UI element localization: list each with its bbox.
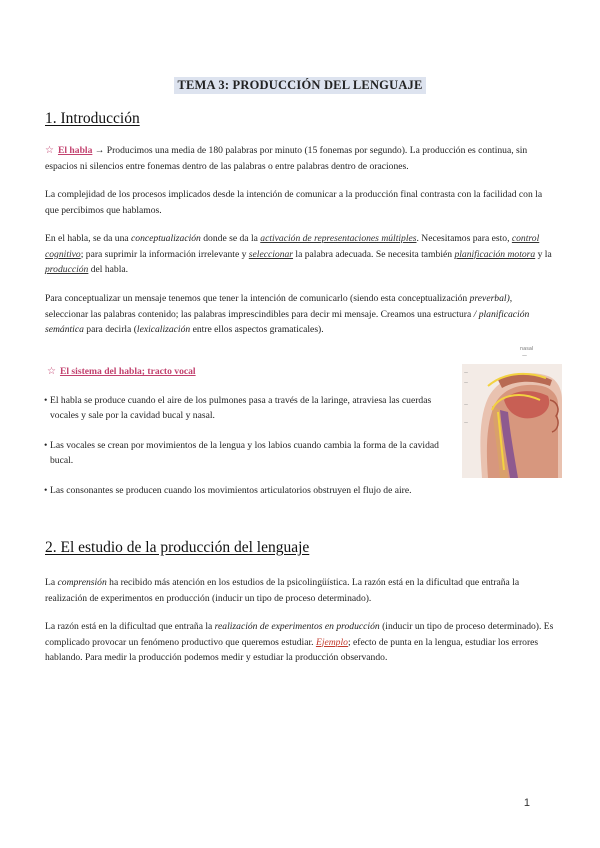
list-item: • Las consonantes se producen cuando los movimientos articulatorios obstruyen el flujo de aire. — [45, 483, 520, 498]
term-activacion: activación de representaciones múltiples — [260, 233, 417, 244]
text-fragment: y la — [535, 248, 552, 260]
svg-text:—: — — [522, 353, 527, 359]
term-produccion: producción — [45, 264, 89, 275]
term-preverbal: preverbal) — [469, 293, 510, 304]
star-bullet-icon: ☆ — [45, 145, 54, 156]
text-fragment: para decirla ( — [83, 324, 137, 335]
text-fragment: (inducir un tipo de proceso determinado). Es complicado provocar un fenómeno productivo que queremos estudiar. — [45, 621, 554, 648]
svg-text:—: — — [464, 402, 468, 407]
text-fragment: ha recibido más atención en los estudios de la psicolingüística. La razón está en la dificultad que entraña la realización de experimentos en producción (inducir un tipo de proceso determinado). — [45, 577, 520, 604]
el-habla-text: Producimos una media de 180 palabras por minuto (15 fonemas por segundo). La producción es continua, sin espacios ni silencios entre fonemas dentro de las palabras o entre palabras dentro de oraciones. — [45, 145, 528, 172]
text-fragment: entre ellos aspectos gramaticales). — [190, 324, 324, 335]
term-planificacion-motora: planificación motora — [454, 248, 536, 260]
svg-text:nasal: nasal — [520, 346, 534, 352]
term-ejemplo: Ejemplo — [315, 636, 348, 648]
sistema-habla-label: El sistema del habla; tracto vocal — [59, 366, 196, 377]
term-realizacion-experimentos: realización de experimentos en producción — [214, 621, 380, 632]
list-item: • El habla se produce cuando el aire de los pulmones pasa a través de la laringe, atraviesa las cuerdas vocales y sale por la cavidad bucal y nasal. — [45, 393, 440, 423]
term-control-cognitivo: control cognitivo — [45, 233, 540, 260]
paragraph-conceptualizacion — [45, 231, 555, 278]
title-container — [0, 76, 600, 94]
term-seleccionar: seleccionar — [248, 248, 294, 260]
term-lexicalizacion: lexicalización — [136, 324, 191, 335]
term-planificacion-semantica: / planificación semántica — [45, 308, 530, 335]
vocal-tract-bullet-list — [45, 393, 440, 513]
term-conceptualizacion: conceptualización — [131, 233, 201, 244]
text-fragment: , seleccionar las palabras contenido; las palabras imprescindibles para decir mi mensaje. Creamos una estructura — [45, 293, 513, 320]
text-fragment: En el habla, se da una — [45, 233, 132, 244]
text-fragment: La — [45, 577, 58, 588]
svg-text:—: — — [464, 370, 468, 375]
paragraph-el-habla — [45, 143, 555, 174]
text-fragment: ; para suprimir la información irrelevante y — [80, 248, 249, 260]
subheading-sistema-habla — [47, 364, 196, 379]
page-number: 1 — [523, 797, 530, 809]
text-fragment: del habla. — [88, 264, 129, 275]
list-item: • Las vocales se crean por movimientos de la lengua y los labios cuando cambia la forma de la cavidad bucal. — [45, 438, 440, 468]
paragraph-razon — [45, 619, 555, 666]
svg-text:—: — — [464, 380, 468, 385]
text-fragment: la palabra adecuada. Se necesita también — [293, 248, 455, 260]
text-fragment: ; efecto de punta en la lengua, estudiar los errores hablando. Para medir la producción podemos medir y estudiar la producción observando. — [45, 636, 539, 663]
text-fragment: . Necesitamos para esto, — [416, 233, 512, 244]
paragraph-comprension — [45, 575, 555, 606]
star-bullet-icon: ☆ — [47, 366, 56, 377]
text-fragment: donde se da la — [200, 233, 261, 244]
paragraph-conceptualizar — [45, 291, 555, 338]
arrow-icon: → — [94, 145, 105, 156]
text-fragment: Para conceptualizar un mensaje tenemos que tener la intención de comunicarlo (siendo esta conceptualización — [45, 293, 470, 304]
vocal-tract-diagram-image — [462, 340, 562, 478]
section-heading-estudio: 2. El estudio de la producción del lenguaje — [45, 539, 310, 556]
term-comprension: comprensión — [57, 577, 107, 588]
paragraph-complejidad: La complejidad de los procesos implicados desde la intención de comunicar a la producción final contrasta con la facilidad con la que percibimos que hablamos. — [45, 189, 543, 216]
el-habla-label: El habla — [57, 145, 93, 156]
document-title: TEMA 3: PRODUCCIÓN DEL LENGUAJE — [174, 77, 425, 94]
svg-text:—: — — [464, 420, 468, 425]
text-fragment: La razón está en la dificultad que entraña la — [45, 621, 215, 632]
section-heading-introduccion: 1. Introducción — [45, 110, 140, 127]
